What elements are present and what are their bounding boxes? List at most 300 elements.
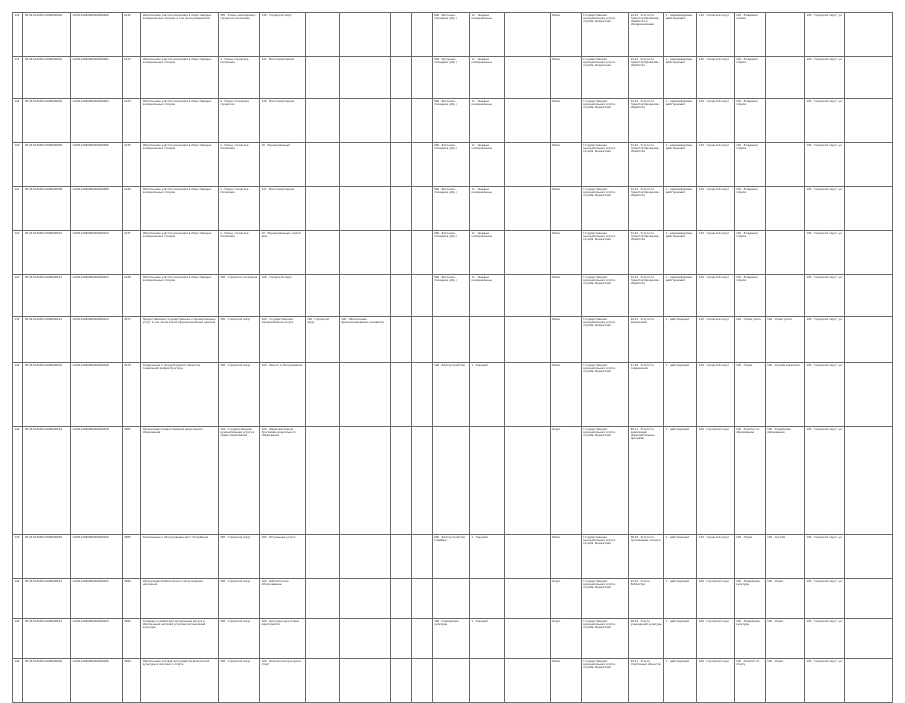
cell-text: 100 · Служба [767,536,786,539]
table-cell-c5 [391,659,412,703]
table-cell-c12 [629,317,664,363]
table-cell-c16 [765,427,804,535]
table-cell-c3 [305,57,339,99]
table-row [13,579,893,619]
table-cell-c15 [734,427,765,535]
table-cell-c17 [804,13,844,57]
table-cell-c13 [664,231,697,275]
table-cell-c6 [412,317,433,363]
table-cell-c5 [391,427,412,535]
table-cell-c16 [765,143,804,187]
table-cell-c17 [804,57,844,99]
cell-text: 1203114000000000000022 [72,580,109,583]
cell-text: Обеспечение участия населения в сборе твердых коммунальных отходов [142,58,212,65]
table-cell-id1 [23,427,71,535]
table-cell-c14 [697,659,734,703]
cell-text: 600 · Бетонное, площадка (убр.) [434,188,457,195]
table-cell-blank [845,99,893,143]
table-cell-c5 [391,143,412,187]
table-cell-c8 [469,231,504,275]
cell-text: 1 · зарезервирован, действующий [665,232,693,239]
cell-text: 1203114000000000000014 [72,318,109,321]
table-cell-c6 [412,143,433,187]
cell-text: 50:26:0140301:0000000012 [24,276,63,279]
table-cell-purpose [141,427,219,535]
cell-text: 1203114000000000000002 [72,58,109,61]
table-cell-c6 [412,13,433,57]
table-cell-c14 [697,231,734,275]
table-cell-c8 [469,187,504,231]
table-cell-c11 [581,13,629,57]
cell-text: 4592 [124,620,131,623]
cell-text: 10 · Муниципальный, жилой дом [261,232,301,239]
table-cell-c2 [260,363,305,427]
table-cell-purpose [141,275,219,317]
table-cell-c6 [412,187,433,231]
table-cell-c10 [550,619,581,659]
cell-text: 106 · Городской округ [261,276,293,279]
cell-text: 104 · Образовательная программа дошкольного образования [261,428,296,438]
table-cell-c12 [629,231,664,275]
table-cell-c8 [469,13,504,57]
cell-text: 120 · городской округ [698,144,730,147]
table-cell-c11 [581,427,629,535]
table-cell-c14 [697,579,734,619]
table-cell-c1 [218,231,259,275]
table-cell-c12 [629,187,664,231]
table-cell-id1 [23,659,71,703]
cell-text: 120 [14,144,20,147]
table-cell-c3 [305,13,339,57]
table-cell-c13 [664,535,697,579]
cell-text: 145 [14,620,20,623]
table-cell-purpose [141,187,219,231]
table-cell-id2 [70,99,122,143]
table-cell-id1 [23,363,71,427]
table-cell-c16 [765,187,804,231]
cell-text: 132 [14,318,20,321]
cell-text: 2137 [124,232,131,235]
cell-text: 100 · Государственная, муниципальная услуга [261,318,294,325]
table-cell-c11 [581,275,629,317]
table-cell-c9 [505,143,550,187]
table-cell-id2 [70,619,122,659]
table-cell-id1 [23,57,71,99]
table-cell-c1 [218,275,259,317]
table-cell-c8 [469,659,504,703]
table-row [13,317,893,363]
table-row [13,187,893,231]
table-cell-id2 [70,57,122,99]
cell-text: 4579 [124,364,131,367]
table-cell-c5 [391,275,412,317]
cell-text: 120 · городской округ [698,14,730,17]
cell-text: 115 [14,58,20,61]
table-cell-c10 [550,363,581,427]
cell-text: 1203114000000000000010 [72,232,109,235]
table-cell-c13 [664,13,697,57]
cell-text: Район [552,660,561,663]
cell-text: 1 · Текущий [471,620,488,623]
table-cell-c15 [734,317,765,363]
table-cell-c4 [339,363,391,427]
table-cell-c17 [804,317,844,363]
cell-text: 142 [14,428,20,431]
table-cell-c10 [550,317,581,363]
table-cell-c16 [765,231,804,275]
cell-text: Обеспечение участия населения в сборе твердых коммунальных отходов [142,276,212,283]
table-cell-c6 [412,275,433,317]
table-cell-c12 [629,579,664,619]
cell-text: 2136 [124,188,131,191]
cell-text: Обеспечение участия населения в сборе твердых коммунальных отходов [142,144,212,151]
table-cell-c5 [391,99,412,143]
cell-text: 50:26:0140301:0000000022 [24,580,63,583]
table-cell-c1 [218,13,259,57]
cell-text: 100 · Учреждение культуры [434,620,459,627]
cell-text: 11 · твердые коммунальные [471,188,492,195]
table-cell-c1 [218,57,259,99]
table-cell-c4 [339,535,391,579]
table-cell-c14 [697,99,734,143]
table-cell-c10 [550,143,581,187]
cell-text: 100 · Городской округ [698,620,730,623]
cell-text: 100 · Культурно-досуговые мероприятия [261,620,299,627]
cell-text: Район [552,58,561,61]
cell-text: 4590 [124,580,131,583]
cell-text: Государственная муниципальная услуга, служба, бюджетная [583,620,616,630]
cell-text: 600 · Бетонное, площадка (убр.) [434,276,457,283]
table-cell-c7 [432,231,469,275]
table-cell-c12 [629,659,664,703]
cell-text: 1203114000000000000000 [72,14,109,17]
cell-text: Обеспечение участия населения в сборе твердых коммунальных отходов [142,100,212,107]
table-cell-id1 [23,317,71,363]
table-cell-id2 [70,659,122,703]
table-cell-num [13,317,23,363]
table-cell-num [13,363,23,427]
cell-text: 104 · Государственная, муниципальная услуга в сфере образования [220,428,255,438]
cell-text: 144 [14,580,20,583]
cell-text: 1 · зарезервирован, действующий [665,276,693,283]
table-cell-c13 [664,427,697,535]
table-cell-c11 [581,619,629,659]
cell-text: 11 · твердые коммунальные [471,14,492,21]
table-cell-c4 [339,13,391,57]
table-cell-id1 [23,579,71,619]
table-cell-c15 [734,231,765,275]
table-row [13,535,893,579]
table-cell-code [122,579,141,619]
cell-text: Организация библиотечного обслуживания населения [142,580,203,587]
cell-text: 120 · городской округ [698,58,730,61]
table-cell-id1 [23,99,71,143]
table-cell-code [122,363,141,427]
table-cell-c10 [550,99,581,143]
table-cell-blank [845,143,893,187]
cell-text: 11 · твердые коммунальные [471,276,492,283]
cell-text: 1203114000000000000024 [72,620,109,623]
table-cell-c3 [305,99,339,143]
table-cell-id1 [23,187,71,231]
table-cell-num [13,13,23,57]
table-row [13,57,893,99]
table-cell-c15 [734,535,765,579]
table-cell-c14 [697,187,734,231]
cell-text: 100 · Отдел [767,660,784,663]
table-cell-c13 [664,99,697,143]
cell-text: 10 · Муниципальный [261,144,290,147]
table-cell-c14 [697,317,734,363]
cell-text: 1 · действующий [665,318,690,321]
cell-text: 100 · Отдел [767,620,784,623]
table-cell-code [122,659,141,703]
table-cell-c8 [469,619,504,659]
table-cell-c16 [765,579,804,619]
table-cell-c4 [339,275,391,317]
cell-text: 114 [14,14,20,17]
cell-text: 600 · Бетонное, площадка (убр.) [434,14,457,21]
cell-text: 100 · В ведении отдела [736,188,758,195]
cell-text: 147 · Многоквартирный [261,58,295,61]
cell-text: 2 · Улица, городское поселение [220,232,249,239]
table-cell-c4 [339,143,391,187]
table-cell-c3 [305,619,339,659]
table-cell-c5 [391,317,412,363]
cell-text: 100 · Городской округ [698,580,730,583]
table-cell-c14 [697,535,734,579]
cell-text: 1 · действующий [665,660,690,663]
cell-text: Государственная муниципальная услуга, служба, бюджетная [583,58,616,68]
table-cell-c16 [765,57,804,99]
cell-text: 1 · зарезервирован, действующий [665,144,693,151]
table-cell-num [13,57,23,99]
cell-text: 100 · Управление образования [767,428,791,435]
table-cell-c1 [218,535,259,579]
cell-text: 100 · В ведении отдела [736,144,758,151]
table-cell-code [122,99,141,143]
cell-text: 2 · Улица, городское поселение [220,58,249,65]
table-cell-c13 [664,143,697,187]
table-cell-id2 [70,13,122,57]
table-cell-c15 [734,275,765,317]
table-cell-c16 [765,363,804,427]
cell-text: 50:26:0140301:0000000004 [24,100,63,103]
cell-text: 100 · В ведении отдела [736,276,758,283]
table-cell-c2 [260,579,305,619]
cell-text: 4585 [124,536,131,539]
cell-text: 100 · Городской округ [698,428,730,431]
table-cell-c9 [505,619,550,659]
cell-text: Обеспечение участия населения в сборе твердых коммунальных отходов, в том числе раздельном [142,14,212,21]
table-cell-c6 [412,427,433,535]
cell-text: 120 · городской округ [698,318,730,321]
table-cell-c12 [629,535,664,579]
table-cell-c16 [765,99,804,143]
table-cell-c13 [664,187,697,231]
cell-text: 120 · городской округ [698,364,730,367]
table-cell-c3 [305,659,339,703]
table-cell-c2 [260,275,305,317]
table-cell-c15 [734,13,765,57]
table-cell-id1 [23,143,71,187]
cell-text: 600 · Бетонное, площадка (убр.) [434,144,457,151]
cell-text: 50:26:0140301:0000000018 [24,428,63,431]
cell-text: 123 [14,276,20,279]
cell-text: Район [552,14,561,17]
cell-text: 120 · городской округ [698,276,730,279]
table-cell-c2 [260,143,305,187]
table-cell-blank [845,231,893,275]
table-cell-id1 [23,535,71,579]
cell-text: 120 · городской округ [698,536,730,539]
cell-text: 2133 [124,58,131,61]
table-cell-c10 [550,13,581,57]
cell-text: 50:26:0140301:0000000014 [24,318,63,321]
table-cell-c10 [550,187,581,231]
cell-text: 120 · городской округ [698,232,730,235]
table-cell-c3 [305,143,339,187]
table-cell-c4 [339,187,391,231]
table-cell-c1 [218,579,259,619]
table-cell-num [13,579,23,619]
table-cell-c11 [581,99,629,143]
cell-text: 100 · Городской округ, ул. [806,318,843,321]
table-cell-c9 [505,57,550,99]
cell-text: 100 · Городской округ, ул. [806,232,843,235]
table-cell-c13 [664,275,697,317]
cell-text: Государственная муниципальная услуга, служба, бюджетная [583,14,616,24]
cell-text: Район [552,364,561,367]
cell-text: 305 · Городской округ [220,620,251,623]
table-row [13,659,893,703]
cell-text: 50:26:0140301:0000000006 [24,144,63,147]
cell-text: 122 [14,232,20,235]
table-cell-c14 [697,275,734,317]
table-cell-c9 [505,659,550,703]
cell-text: 100 · В ведении отдела [736,14,758,21]
table-cell-code [122,143,141,187]
cell-text: 1 · зарезервирован, действующий [665,14,693,21]
table-cell-num [13,187,23,231]
cell-text: 100 · Городской округ, ул. [806,536,843,539]
table-cell-c16 [765,317,804,363]
table-cell-c1 [218,187,259,231]
cell-text: 2132 [124,14,131,17]
table-cell-c2 [260,535,305,579]
table-cell-c10 [550,659,581,703]
table-cell-blank [845,363,893,427]
table-cell-num [13,427,23,535]
table-cell-id2 [70,275,122,317]
cell-text: 50:26:0140301:0000000016 [24,364,63,367]
cell-text: 2 · Улица, городское поселение [220,188,249,195]
table-cell-purpose [141,99,219,143]
table-cell-c5 [391,187,412,231]
table-cell-c16 [765,659,804,703]
cell-text: 85.11 · Услуги по реализации образовательных программ [630,428,655,441]
cell-text: 11 · твердые коммунальные [471,232,492,239]
cell-text: Предоставление государственных и муниципальных услуг, в том числе в многофункциональных центрах [142,318,216,325]
cell-text: 11 · твердые коммунальные [471,100,492,107]
table-cell-c7 [432,535,469,579]
table-cell-code [122,231,141,275]
table-cell-c7 [432,187,469,231]
table-cell-blank [845,427,893,535]
cell-text: Государственная муниципальная услуга, служба, бюджетная [583,144,616,154]
table-cell-purpose [141,143,219,187]
cell-text: 305 · Городской округ [220,318,251,321]
table-cell-code [122,275,141,317]
table-cell-c17 [804,275,844,317]
table-cell-code [122,57,141,99]
cell-text: 2 · Улица, городское поселение [220,144,249,151]
table-cell-c7 [432,579,469,619]
cell-text: Государственная муниципальная услуга, служба, бюджетная [583,364,616,374]
table-cell-c15 [734,363,765,427]
table-cell-c9 [505,363,550,427]
table-cell-c4 [339,57,391,99]
cell-text: 50:26:0140301:0000000026 [24,660,63,663]
table-cell-num [13,143,23,187]
cell-text: 6 · Улица, поселение городское [220,100,249,107]
table-cell-c1 [218,363,259,427]
table-cell-c1 [218,99,259,143]
cell-text: 1 · зарезервирован, действующий [665,100,693,107]
table-row [13,275,893,317]
cell-text: 1 · зарезервирован, действующий [665,58,693,65]
cell-text: 1203114000000000000020 [72,536,109,539]
table-cell-c13 [664,659,697,703]
cell-text: 100 · Отдел [767,580,784,583]
table-cell-c7 [432,317,469,363]
table-cell-c10 [550,231,581,275]
table-cell-blank [845,13,893,57]
table-cell-c11 [581,579,629,619]
table-cell-c12 [629,363,664,427]
table-cell-c2 [260,619,305,659]
cell-text: 1 · действующий [665,536,690,539]
table-cell-num [13,619,23,659]
table-cell-c6 [412,363,433,427]
cell-text: Государственная муниципальная услуга, служба, бюджетная [583,232,616,242]
table-cell-c4 [339,317,391,363]
table-cell-c12 [629,427,664,535]
table-cell-c6 [412,659,433,703]
table-cell-c1 [218,619,259,659]
cell-text: 4594 [124,660,131,663]
table-cell-blank [845,275,893,317]
table-cell-c3 [305,535,339,579]
table-cell-code [122,187,141,231]
table-row [13,427,893,535]
table-cell-blank [845,535,893,579]
table-cell-c15 [734,99,765,143]
table-cell-num [13,275,23,317]
table-cell-c7 [432,619,469,659]
cell-text: 305 · Городской округ [220,364,251,367]
cell-text: 100 · Комитет по образованию [736,428,760,435]
table-cell-c10 [550,275,581,317]
table-cell-c13 [664,57,697,99]
cell-text: Организация предоставления дошкольного образования [142,428,204,435]
cell-text: 11 · твердые коммунальные [471,58,492,65]
cell-text: 1203114000000000000016 [72,364,109,367]
cell-text: 600 · Бетонное, площадка (убр.) [434,232,457,239]
cell-text: 96.03 · Услуги по организации похорон [630,536,661,543]
table-cell-c17 [804,427,844,535]
table-cell-c7 [432,363,469,427]
